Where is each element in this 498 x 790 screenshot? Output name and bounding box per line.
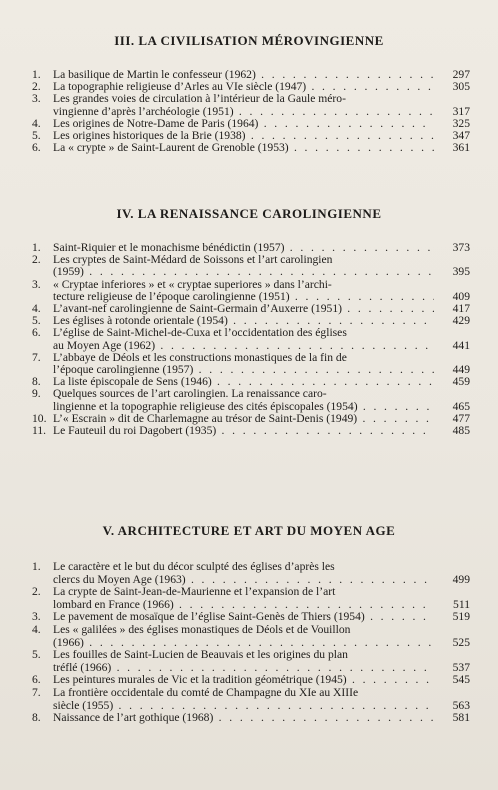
entry-number: 6. (32, 673, 41, 687)
section-merovingian (0, 33, 498, 154)
page-number: 525 (452, 635, 470, 649)
toc-entry (32, 712, 470, 725)
page-number: 449 (452, 363, 470, 377)
entry-title-line: Le caractère et le but du décor sculpté des églises d’après les (53, 561, 335, 573)
entry-title-line: siècle (1955) . . . (53, 700, 434, 713)
entry-title-line: L’avant-nef carolingienne de Saint-Germain d’Auxerre (1951) . . . (53, 303, 434, 315)
entry-title-line: (1959) . . . (53, 266, 434, 278)
toc-entry (32, 69, 470, 81)
entry-number: 11. (32, 424, 47, 438)
entry-title-line: l’époque carolingienne (1957) . . . (53, 364, 434, 376)
entry-title-line: Le Fauteuil du roi Dagobert (1935) . . . (53, 425, 434, 437)
entry-number: 8. (32, 711, 41, 725)
page-number: 429 (452, 314, 470, 328)
section-title: IV. LA RENAISSANCE CAROLINGIENNE (116, 206, 382, 221)
entry-title-line: lingienne et la topographie religieuse des cités épiscopales (1954) . . . (53, 401, 434, 413)
entry-title-line: La crypte de Saint-Jean-de-Maurienne et l’expansion de l’art (53, 586, 336, 599)
entry-number: 5. (32, 129, 41, 143)
entry-number: 3. (32, 92, 41, 106)
toc-entry (32, 561, 470, 586)
page-number: 485 (452, 424, 470, 438)
entry-title-line: Les églises à rotonde orientale (1954) . . . (53, 315, 434, 327)
page-number: 361 (452, 141, 470, 155)
entry-title-line: « Cryptae inferiores » et « cryptae superiores » dans l’archi- (53, 278, 332, 291)
toc-entry (32, 142, 470, 154)
toc-entry (32, 624, 470, 649)
page-number: 519 (452, 610, 470, 624)
page-number: 305 (452, 80, 470, 94)
entry-number: 7. (32, 350, 41, 364)
entry-number: 3. (32, 610, 41, 624)
entry-number: 6. (32, 141, 41, 155)
page-number: 537 (452, 660, 470, 674)
entry-title-line: clercs du Moyen Age (1963) . . . (53, 574, 434, 587)
entry-title-line: La « crypte » de Saint-Laurent de Grenoble (1953) . . . (53, 142, 434, 154)
page-number: 459 (452, 375, 470, 389)
toc-entry (32, 674, 470, 687)
entry-number: 5. (32, 314, 41, 328)
entry-number: 1. (32, 68, 41, 81)
entry-title-line: Les origines historiques de la Brie (1938) . . . (53, 130, 434, 142)
entry-title-line: L’église de Saint-Michel-de-Cuxa et l’occidentation des églises (53, 327, 347, 340)
entry-title-line: La liste épiscopale de Sens (1946) . . . (53, 376, 434, 388)
toc-list (0, 69, 498, 154)
toc-entry (32, 279, 470, 303)
entry-number: 9. (32, 387, 41, 401)
entry-title-line: vingienne d’après l’archéologie (1951) . . . (53, 106, 434, 118)
page-number: 441 (452, 338, 470, 352)
page-number: 545 (452, 673, 470, 687)
entry-number: 2. (32, 80, 41, 94)
entry-number: 2. (32, 253, 41, 267)
toc-entry (32, 93, 470, 117)
entry-number: 4. (32, 116, 41, 130)
page-number: 417 (452, 302, 470, 316)
page-number: 477 (452, 411, 470, 425)
toc-entry (32, 327, 470, 351)
entry-number: 5. (32, 648, 41, 662)
entry-title-line: Les « galilées » des églises monastiques de Déols et de Vouillon (53, 623, 351, 636)
page-number: 409 (452, 289, 470, 303)
toc-list (0, 561, 498, 725)
entry-title-line: La frontière occidentale du comté de Champagne du XIe au XIIIe (53, 686, 359, 699)
entry-title-line: Le pavement de mosaïque de l’église Saint-Genès de Thiers (1954) . . . (53, 611, 434, 624)
page-number: 347 (452, 129, 470, 143)
entry-number: 2. (32, 585, 41, 599)
toc-entry (32, 388, 470, 412)
toc-entry (32, 130, 470, 142)
entry-title-line: tréflé (1966) . . . (53, 662, 434, 675)
entry-title-line: Naissance de l’art gothique (1968) . . . (53, 712, 434, 725)
toc-list (0, 242, 498, 437)
page-number: 297 (452, 68, 470, 81)
toc-entry (32, 254, 470, 278)
entry-title-line: La basilique de Martin le confesseur (1962) . . . (53, 69, 434, 81)
entry-title-line: Les grandes voies de circulation à l’intérieur de la Gaule méro- (53, 93, 346, 106)
entry-title-line: La topographie religieuse d’Arles au VIe siècle (1947) . . . (53, 81, 434, 93)
toc-entry (32, 303, 470, 315)
toc-entry (32, 118, 470, 130)
toc-entry (32, 81, 470, 93)
entry-title-line: Saint-Riquier et le monachisme bénédictin (1957) . . . (53, 242, 434, 254)
entry-number: 8. (32, 375, 41, 389)
entry-number: 1. (32, 560, 41, 573)
entry-title-line: Les peintures murales de Vic et la tradition géométrique (1945) . . . (53, 674, 434, 687)
entry-title-line: L’« Escrain » dit de Charlemagne au trésor de Saint-Denis (1949) . . . (53, 413, 434, 425)
toc-entry (32, 611, 470, 624)
entry-title-line: lombard en France (1966) . . . (53, 599, 434, 612)
toc-entry (32, 687, 470, 712)
entry-number: 3. (32, 277, 41, 291)
entry-title-line: Les origines de Notre-Dame de Paris (1964) . . . (53, 118, 434, 130)
entry-title-line: L’abbaye de Déols et les constructions monastiques de la fin de (53, 351, 347, 364)
page-number: 373 (452, 241, 470, 254)
section-title: III. LA CIVILISATION MÉROVINGIENNE (114, 33, 384, 48)
section-carolingian (0, 206, 498, 437)
toc-entry (32, 649, 470, 674)
entry-number: 4. (32, 302, 41, 316)
entry-title-line: Les cryptes de Saint-Médard de Soissons et l’art carolingien (53, 254, 333, 267)
page-number: 325 (452, 116, 470, 130)
entry-number: 1. (32, 241, 41, 254)
toc-entry (32, 352, 470, 376)
page-number: 581 (452, 711, 470, 725)
toc-entry (32, 315, 470, 327)
entry-title-line: tecture religieuse de l’époque carolingienne (1951) . . . (53, 291, 434, 303)
toc-entry (32, 425, 470, 437)
toc-entry (32, 413, 470, 425)
entry-number: 4. (32, 622, 41, 636)
page-number: 511 (453, 597, 470, 611)
entry-number: 7. (32, 685, 41, 699)
entry-title-line: Les fouilles de Saint-Lucien de Beauvais et les origines du plan (53, 649, 348, 662)
page-number: 465 (452, 399, 470, 413)
section-title: V. ARCHITECTURE ET ART DU MOYEN AGE (102, 523, 396, 538)
entry-title-line: au Moyen Age (1962) . . . (53, 340, 434, 352)
toc-entry (32, 376, 470, 388)
entry-number: 10. (32, 411, 47, 425)
entry-number: 6. (32, 326, 41, 340)
section-medieval-art (0, 523, 498, 725)
page-number: 563 (452, 698, 470, 712)
toc-entry (32, 586, 470, 611)
entry-title-line: (1966) . . . (53, 637, 434, 650)
entry-title-line: Quelques sources de l’art carolingien. La renaissance caro- (53, 388, 327, 401)
toc-entry (32, 242, 470, 254)
page-number: 499 (452, 572, 470, 586)
page-number: 317 (452, 104, 470, 118)
page-number: 395 (452, 265, 470, 279)
